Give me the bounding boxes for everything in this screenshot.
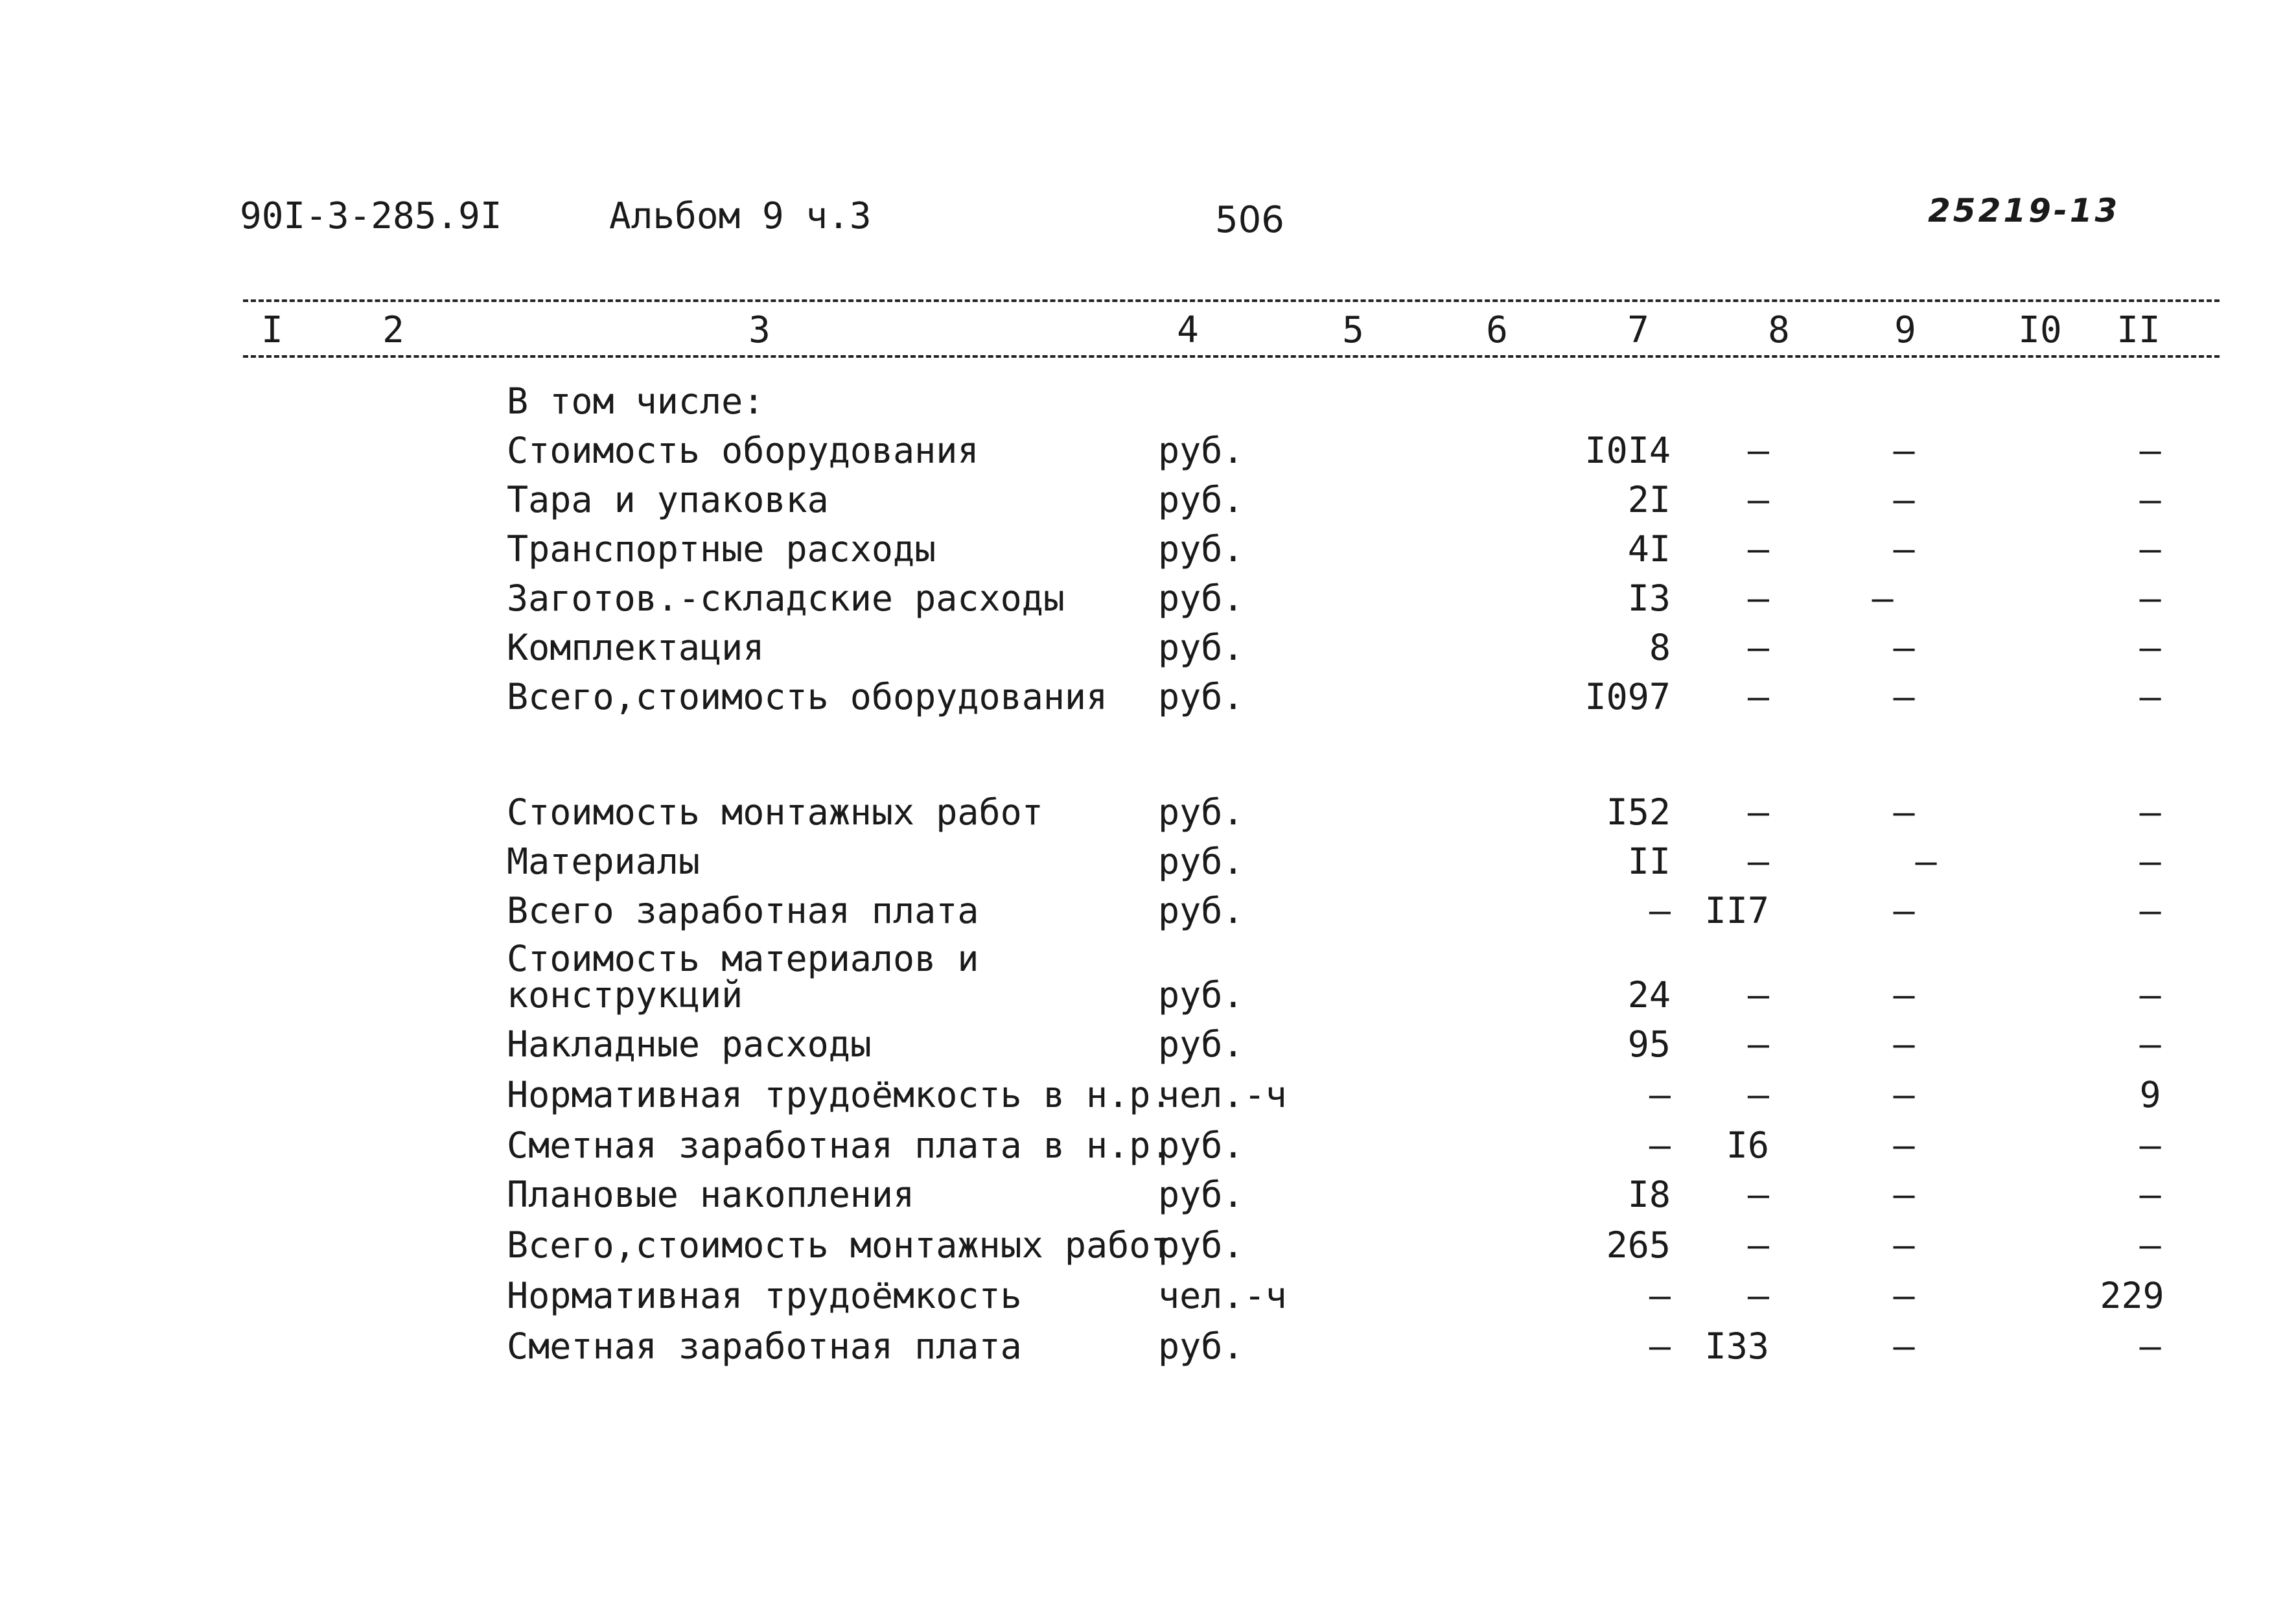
table-row [0,1325,2296,1374]
table-row [0,1224,2296,1273]
row-col11: – [2139,1174,2161,1215]
row-col11: – [2139,1023,2161,1065]
column-number: 3 [745,312,774,349]
column-number: 4 [1173,312,1203,349]
row-col9: – [1893,1074,1915,1115]
row-col8: – [1747,577,1769,619]
row-col11: – [2139,676,2161,717]
row-col9: – [1893,1023,1915,1065]
row-col9: – [1893,1174,1915,1215]
row-col11: – [2139,890,2161,931]
column-number: II [2113,312,2164,349]
row-col11: – [2139,627,2161,668]
row-col11: – [2139,1124,2161,1166]
row-col8: I33 [1704,1325,1769,1367]
row-col9: – [1893,1325,1915,1367]
column-number: I [257,312,287,349]
row-col9: – [1893,430,1915,471]
row-col11: – [2139,528,2161,570]
row-label: Всего заработная плата [507,890,979,931]
row-col8: – [1747,1174,1769,1215]
table-row [0,938,2296,1023]
row-col8: – [1747,676,1769,717]
row-col7: 24 [1627,974,1671,1016]
row-col9: – [1893,974,1915,1016]
table-row [0,1275,2296,1323]
row-col7: 8 [1649,627,1671,668]
column-number: 2 [378,312,408,349]
row-label: Всего,стоимость оборудования [507,676,1108,717]
header-rule-bottom [243,355,2220,358]
row-unit: руб. [1158,577,1244,619]
album-label: Альбом 9 ч.3 [609,195,872,237]
document-code: 90I-3-285.9I [240,195,502,237]
row-col11: – [2139,791,2161,833]
column-number: 9 [1890,312,1920,349]
row-col8: – [1747,1074,1769,1115]
row-col8: – [1747,1275,1769,1316]
table-row [0,1023,2296,1072]
column-number: 5 [1338,312,1368,349]
row-label: Нормативная трудоёмкость [507,1275,1022,1316]
page-number: 506 [1215,199,1284,241]
row-col8: I6 [1726,1124,1770,1166]
table-row [0,627,2296,675]
row-col11: – [2139,841,2161,882]
row-col9: – [1872,577,1894,619]
row-col7: 4I [1627,528,1671,570]
row-col9: – [1893,627,1915,668]
row-col9: – [1893,1275,1915,1316]
table-row [0,528,2296,577]
row-col9: – [1893,676,1915,717]
row-col7: I0I4 [1584,430,1671,471]
table-row [0,577,2296,626]
row-unit: руб. [1158,890,1244,931]
row-col8: – [1747,841,1769,882]
row-col7: – [1649,1124,1671,1166]
row-col8: – [1747,1224,1769,1266]
row-col7: – [1649,1275,1671,1316]
row-col8: – [1747,430,1769,471]
row-col9: – [1893,791,1915,833]
table-row [0,890,2296,938]
row-unit: чел.-ч [1158,1074,1287,1115]
row-col11: 9 [2139,1074,2161,1115]
row-col7: 95 [1627,1023,1671,1065]
row-unit: руб. [1158,627,1244,668]
table-row [0,1074,2296,1123]
row-col11: – [2139,1325,2161,1367]
row-label: В том числе: [507,380,765,422]
row-label: конструкций [507,974,743,1016]
table-row [0,430,2296,478]
row-label: Тара и упаковка [507,479,829,520]
row-label: Всего,стоимость монтажных работ [507,1224,1172,1266]
table-row [0,1174,2296,1222]
row-col7: – [1649,1325,1671,1367]
row-unit: руб. [1158,1224,1244,1266]
row-label: Заготов.-складские расходы [507,577,1065,619]
row-label: Нормативная трудоёмкость в н.р. [507,1074,1172,1115]
row-unit: руб. [1158,1174,1244,1215]
row-unit: руб. [1158,479,1244,520]
row-col7: 2I [1627,479,1671,520]
row-label: Плановые накопления [507,1174,915,1215]
column-number: 7 [1623,312,1653,349]
row-label: Сметная заработная плата [507,1325,1022,1367]
row-col8: – [1747,1023,1769,1065]
row-unit: руб. [1158,791,1244,833]
table-row [0,841,2296,889]
row-col8: – [1747,528,1769,570]
table-row [0,676,2296,725]
table-row [0,380,2296,429]
row-col7: I8 [1627,1174,1671,1215]
row-col7: II [1627,841,1671,882]
row-col8: – [1747,791,1769,833]
row-col8: – [1747,479,1769,520]
row-col8: – [1747,974,1769,1016]
row-col8: – [1747,627,1769,668]
row-col11: – [2139,974,2161,1016]
row-unit: руб. [1158,430,1244,471]
column-number: I0 [2014,312,2065,349]
row-col7: I3 [1627,577,1671,619]
header-rule-top [243,299,2220,302]
row-label: Накладные расходы [507,1023,872,1065]
row-col11: – [2139,577,2161,619]
row-col7: I52 [1606,791,1671,833]
row-col9: – [1893,1124,1915,1166]
row-label: Транспортные расходы [507,528,936,570]
row-col9: – [1893,890,1915,931]
row-col11: 229 [2100,1275,2164,1316]
row-unit: руб. [1158,1325,1244,1367]
row-col11: – [2139,479,2161,520]
row-unit: руб. [1158,1124,1244,1166]
row-col9: – [1915,841,1937,882]
row-label: Сметная заработная плата в н.р. [507,1124,1172,1166]
row-label: Стоимость монтажных работ [507,791,1043,833]
row-col9: – [1893,479,1915,520]
row-label: Материалы [507,841,701,882]
row-col7: I097 [1584,676,1671,717]
row-unit: руб. [1158,841,1244,882]
table-row [0,479,2296,528]
row-col9: – [1893,528,1915,570]
row-col7: 265 [1606,1224,1671,1266]
table-row [0,791,2296,840]
row-label: Стоимость оборудования [507,430,979,471]
row-unit: чел.-ч [1158,1275,1287,1316]
row-label: Комплектация [507,627,765,668]
row-col7: – [1649,1074,1671,1115]
row-unit: руб. [1158,676,1244,717]
table-row [0,1124,2296,1173]
row-col9: – [1893,1224,1915,1266]
row-col11: – [2139,430,2161,471]
row-col8: II7 [1704,890,1769,931]
row-col11: – [2139,1224,2161,1266]
row-unit: руб. [1158,1023,1244,1065]
row-unit: руб. [1158,974,1244,1016]
column-number: 6 [1482,312,1512,349]
document-stamp: 25219-13 [1928,192,2120,229]
column-number: 8 [1764,312,1794,349]
row-label-line1: Стоимость материалов и [507,938,979,979]
row-col7: – [1649,890,1671,931]
row-unit: руб. [1158,528,1244,570]
